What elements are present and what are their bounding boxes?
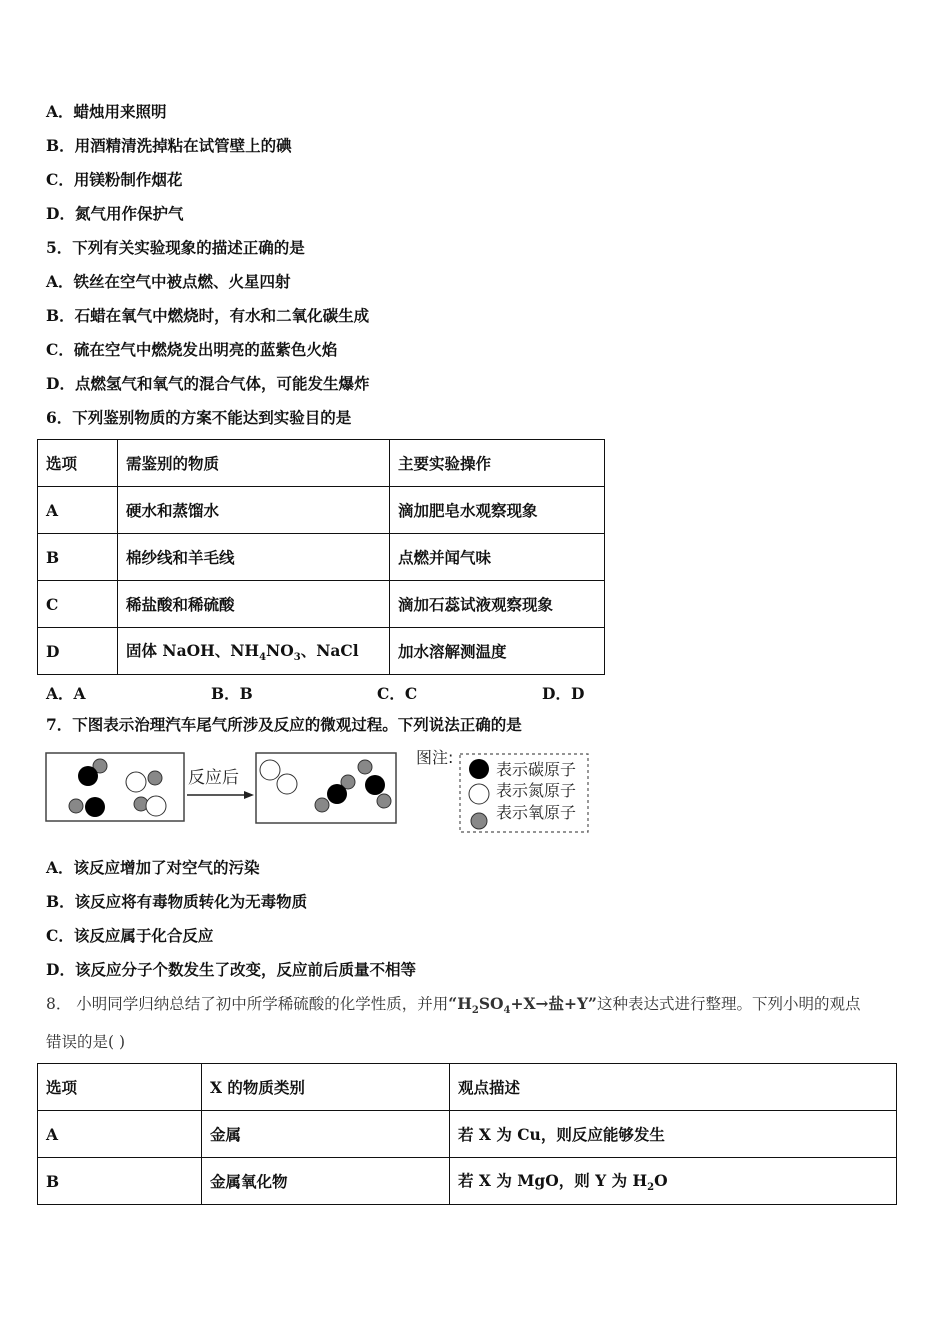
q6-answer-c: C．C [377, 684, 418, 703]
subject-text: 固体 NaOH、NH [126, 640, 260, 660]
q8-stem-text: 这种表达式进行整理。下列小明的观点 [596, 995, 861, 1013]
oxygen-atom [69, 799, 83, 813]
q8-table [37, 1063, 897, 1205]
oxygen-atom [377, 794, 391, 808]
table-header-cell: 需鉴别的物质 [118, 440, 390, 487]
q4-option-b: B．用酒精清洗掉粘在试管壁上的碘 [46, 136, 292, 155]
table-header-cell: X 的物质类别 [202, 1064, 450, 1111]
carbon-atom [365, 775, 385, 795]
q4-option-d: D．氮气用作保护气 [46, 204, 184, 223]
table-cell-option: A [38, 487, 118, 534]
table-cell-option: D [38, 628, 118, 675]
carbon-atom [78, 766, 98, 786]
formula-part: “H [448, 994, 472, 1013]
table-cell-method: 点燃并闻气味 [390, 534, 605, 581]
table-header-row [38, 440, 605, 487]
subject-text: 、NaCl [300, 640, 359, 660]
table-row [38, 1111, 897, 1158]
formula-part: +X→盐+Y” [510, 994, 597, 1013]
q4-option-a: A．蜡烛用来照明 [46, 102, 167, 121]
table-cell-view: 若 X 为 Cu，则反应能够发生 [450, 1111, 897, 1158]
q7-option-b: B．该反应将有毒物质转化为无毒物质 [46, 892, 308, 911]
oxygen-atom [148, 771, 162, 785]
legend-carbon-label: 表示碳原子 [496, 760, 577, 779]
table-header-cell: 观点描述 [450, 1064, 897, 1111]
q6-answer-options [46, 682, 606, 702]
q6-answer-b: B．B [211, 684, 253, 703]
view-text: 若 X 为 MgO，则 Y 为 H [458, 1170, 648, 1190]
view-text: O [654, 1170, 668, 1190]
table-cell-subject: 稀盐酸和稀硫酸 [118, 581, 390, 628]
table-cell-subject: 硬水和蒸馏水 [118, 487, 390, 534]
table-row [38, 1158, 897, 1205]
legend-title: 图注: [416, 748, 454, 767]
q5-stem: 5．下列有关实验现象的描述正确的是 [46, 238, 305, 257]
table-header-row [38, 1064, 897, 1111]
subscript: 3 [293, 652, 301, 664]
table-row [38, 581, 605, 628]
legend-oxygen-label: 表示氧原子 [496, 803, 577, 822]
reaction-diagram [44, 748, 604, 836]
legend-carbon-icon [469, 759, 489, 779]
q7-stem: 7．下图表示治理汽车尾气所涉及反应的微观过程。下列说法正确的是 [46, 715, 522, 734]
q8-stem [46, 994, 906, 1021]
oxygen-atom [315, 798, 329, 812]
table-cell-option: A [38, 1111, 202, 1158]
nitrogen-atom [277, 774, 297, 794]
formula-part: SO [478, 994, 504, 1013]
nitrogen-atom [126, 772, 146, 792]
nitrogen-atom [146, 796, 166, 816]
q7-option-a: A．该反应增加了对空气的污染 [46, 858, 260, 877]
table-cell-category: 金属氧化物 [202, 1158, 450, 1205]
q6-stem: 6．下列鉴别物质的方案不能达到实验目的是 [46, 408, 352, 427]
q5-option-b: B．石蜡在氧气中燃烧时，有水和二氧化碳生成 [46, 306, 370, 325]
q6-answer-d: D．D [542, 684, 585, 703]
table-cell-method: 滴加肥皂水观察现象 [390, 487, 605, 534]
legend-nitrogen-icon [469, 784, 489, 804]
table-cell-method: 滴加石蕊试液观察现象 [390, 581, 605, 628]
table-row [38, 628, 605, 675]
q6-answer-a: A．A [46, 684, 86, 703]
table-cell-option: B [38, 1158, 202, 1205]
legend-oxygen-icon [471, 813, 487, 829]
table-header-cell: 选项 [38, 1064, 202, 1111]
table-cell-method: 加水溶解测温度 [390, 628, 605, 675]
subscript: 4 [259, 652, 267, 664]
q6-table [37, 439, 605, 675]
q5-option-d: D．点燃氢气和氧气的混合气体，可能发生爆炸 [46, 374, 370, 393]
subscript: 4 [503, 1005, 511, 1017]
oxygen-atom [358, 760, 372, 774]
table-cell-subject [118, 628, 390, 675]
subject-text: NO [266, 640, 294, 660]
table-cell-option: B [38, 534, 118, 581]
q5-option-a: A．铁丝在空气中被点燃、火星四射 [46, 272, 291, 291]
q8-formula [448, 994, 597, 1017]
table-header-cell: 选项 [38, 440, 118, 487]
table-cell-category: 金属 [202, 1111, 450, 1158]
q7-option-d: D．该反应分子个数发生了改变，反应前后质量不相等 [46, 960, 416, 979]
q8-stem-text: 8． 小明同学归纳总结了初中所学稀硫酸的化学性质，并用 [46, 995, 449, 1013]
carbon-atom [85, 797, 105, 817]
q5-option-c: C．硫在空气中燃烧发出明亮的蓝紫色火焰 [46, 340, 338, 359]
table-cell-view [450, 1158, 897, 1205]
legend-nitrogen-label: 表示氮原子 [496, 781, 577, 800]
nitrogen-atom [260, 760, 280, 780]
table-cell-subject: 棉纱线和羊毛线 [118, 534, 390, 581]
arrow-label: 反应后 [188, 768, 239, 788]
table-row [38, 534, 605, 581]
subscript: 2 [647, 1182, 655, 1194]
table-header-cell: 主要实验操作 [390, 440, 605, 487]
q4-option-c: C．用镁粉制作烟花 [46, 170, 183, 189]
arrow-head [244, 791, 254, 799]
subscript: 2 [471, 1005, 479, 1017]
q7-option-c: C．该反应属于化合反应 [46, 926, 214, 945]
carbon-atom [327, 784, 347, 804]
table-cell-option: C [38, 581, 118, 628]
table-row [38, 487, 605, 534]
q8-stem-line2: 错误的是( ) [46, 1033, 126, 1051]
